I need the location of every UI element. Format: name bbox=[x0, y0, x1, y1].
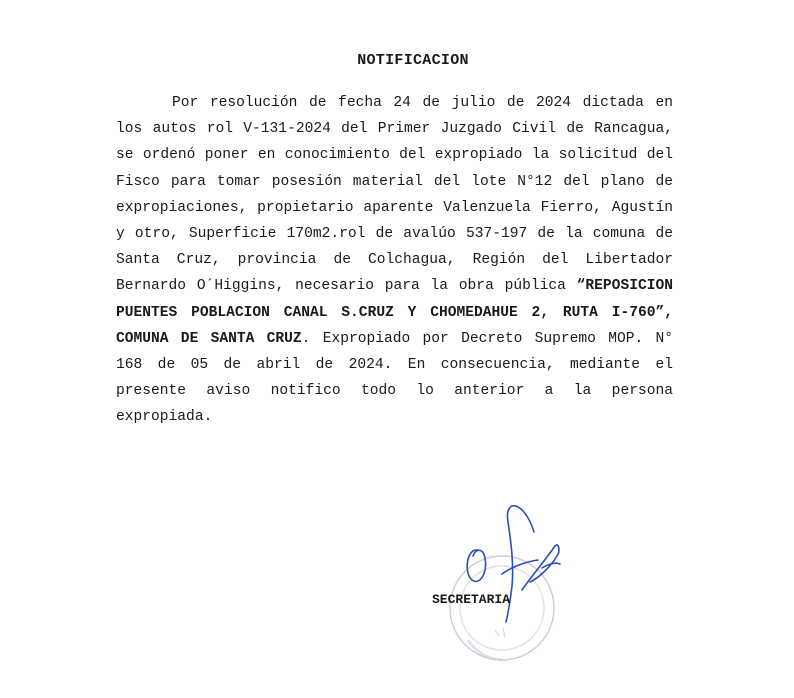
signature-title: SECRETARIA bbox=[432, 592, 511, 607]
notification-body bbox=[116, 90, 673, 431]
signature-stamp-icon bbox=[440, 490, 580, 670]
body-text-part2: . Expropiado por Decreto Supremo MOP. N° 168 de 05 de abril de 2024. En consecuencia, mediante el presente aviso notifico todo lo anterior a la persona expropiada. bbox=[116, 330, 673, 426]
project-name: “REPOSICION PUENTES POBLACION CANAL S.CRUZ Y CHOMEDAHUE 2, RUTA I-760”, COMUNA DE SANTA CRUZ bbox=[116, 278, 673, 347]
document-title: NOTIFICACION bbox=[357, 52, 469, 69]
court-stamp-icon bbox=[450, 556, 554, 660]
body-text-part1: Por resolución de fecha 24 de julio de 2024 dictada en los autos rol V-131-2024 del Primer Juzgado Civil de Rancagua, se ordenó poner en conocimiento del expropiado la solicitud del Fisco para tomar posesión material del lote N°12 del plano de expropiaciones, propietario aparente Valenzuela Fierro, Agustín y otro, Superficie 170m2.rol de avalúo 537-197 de la comuna de Santa Cruz, provincia de Colchagua, Región del Libertador Bernardo O´Higgins, necesario para la obra pública bbox=[116, 95, 673, 295]
